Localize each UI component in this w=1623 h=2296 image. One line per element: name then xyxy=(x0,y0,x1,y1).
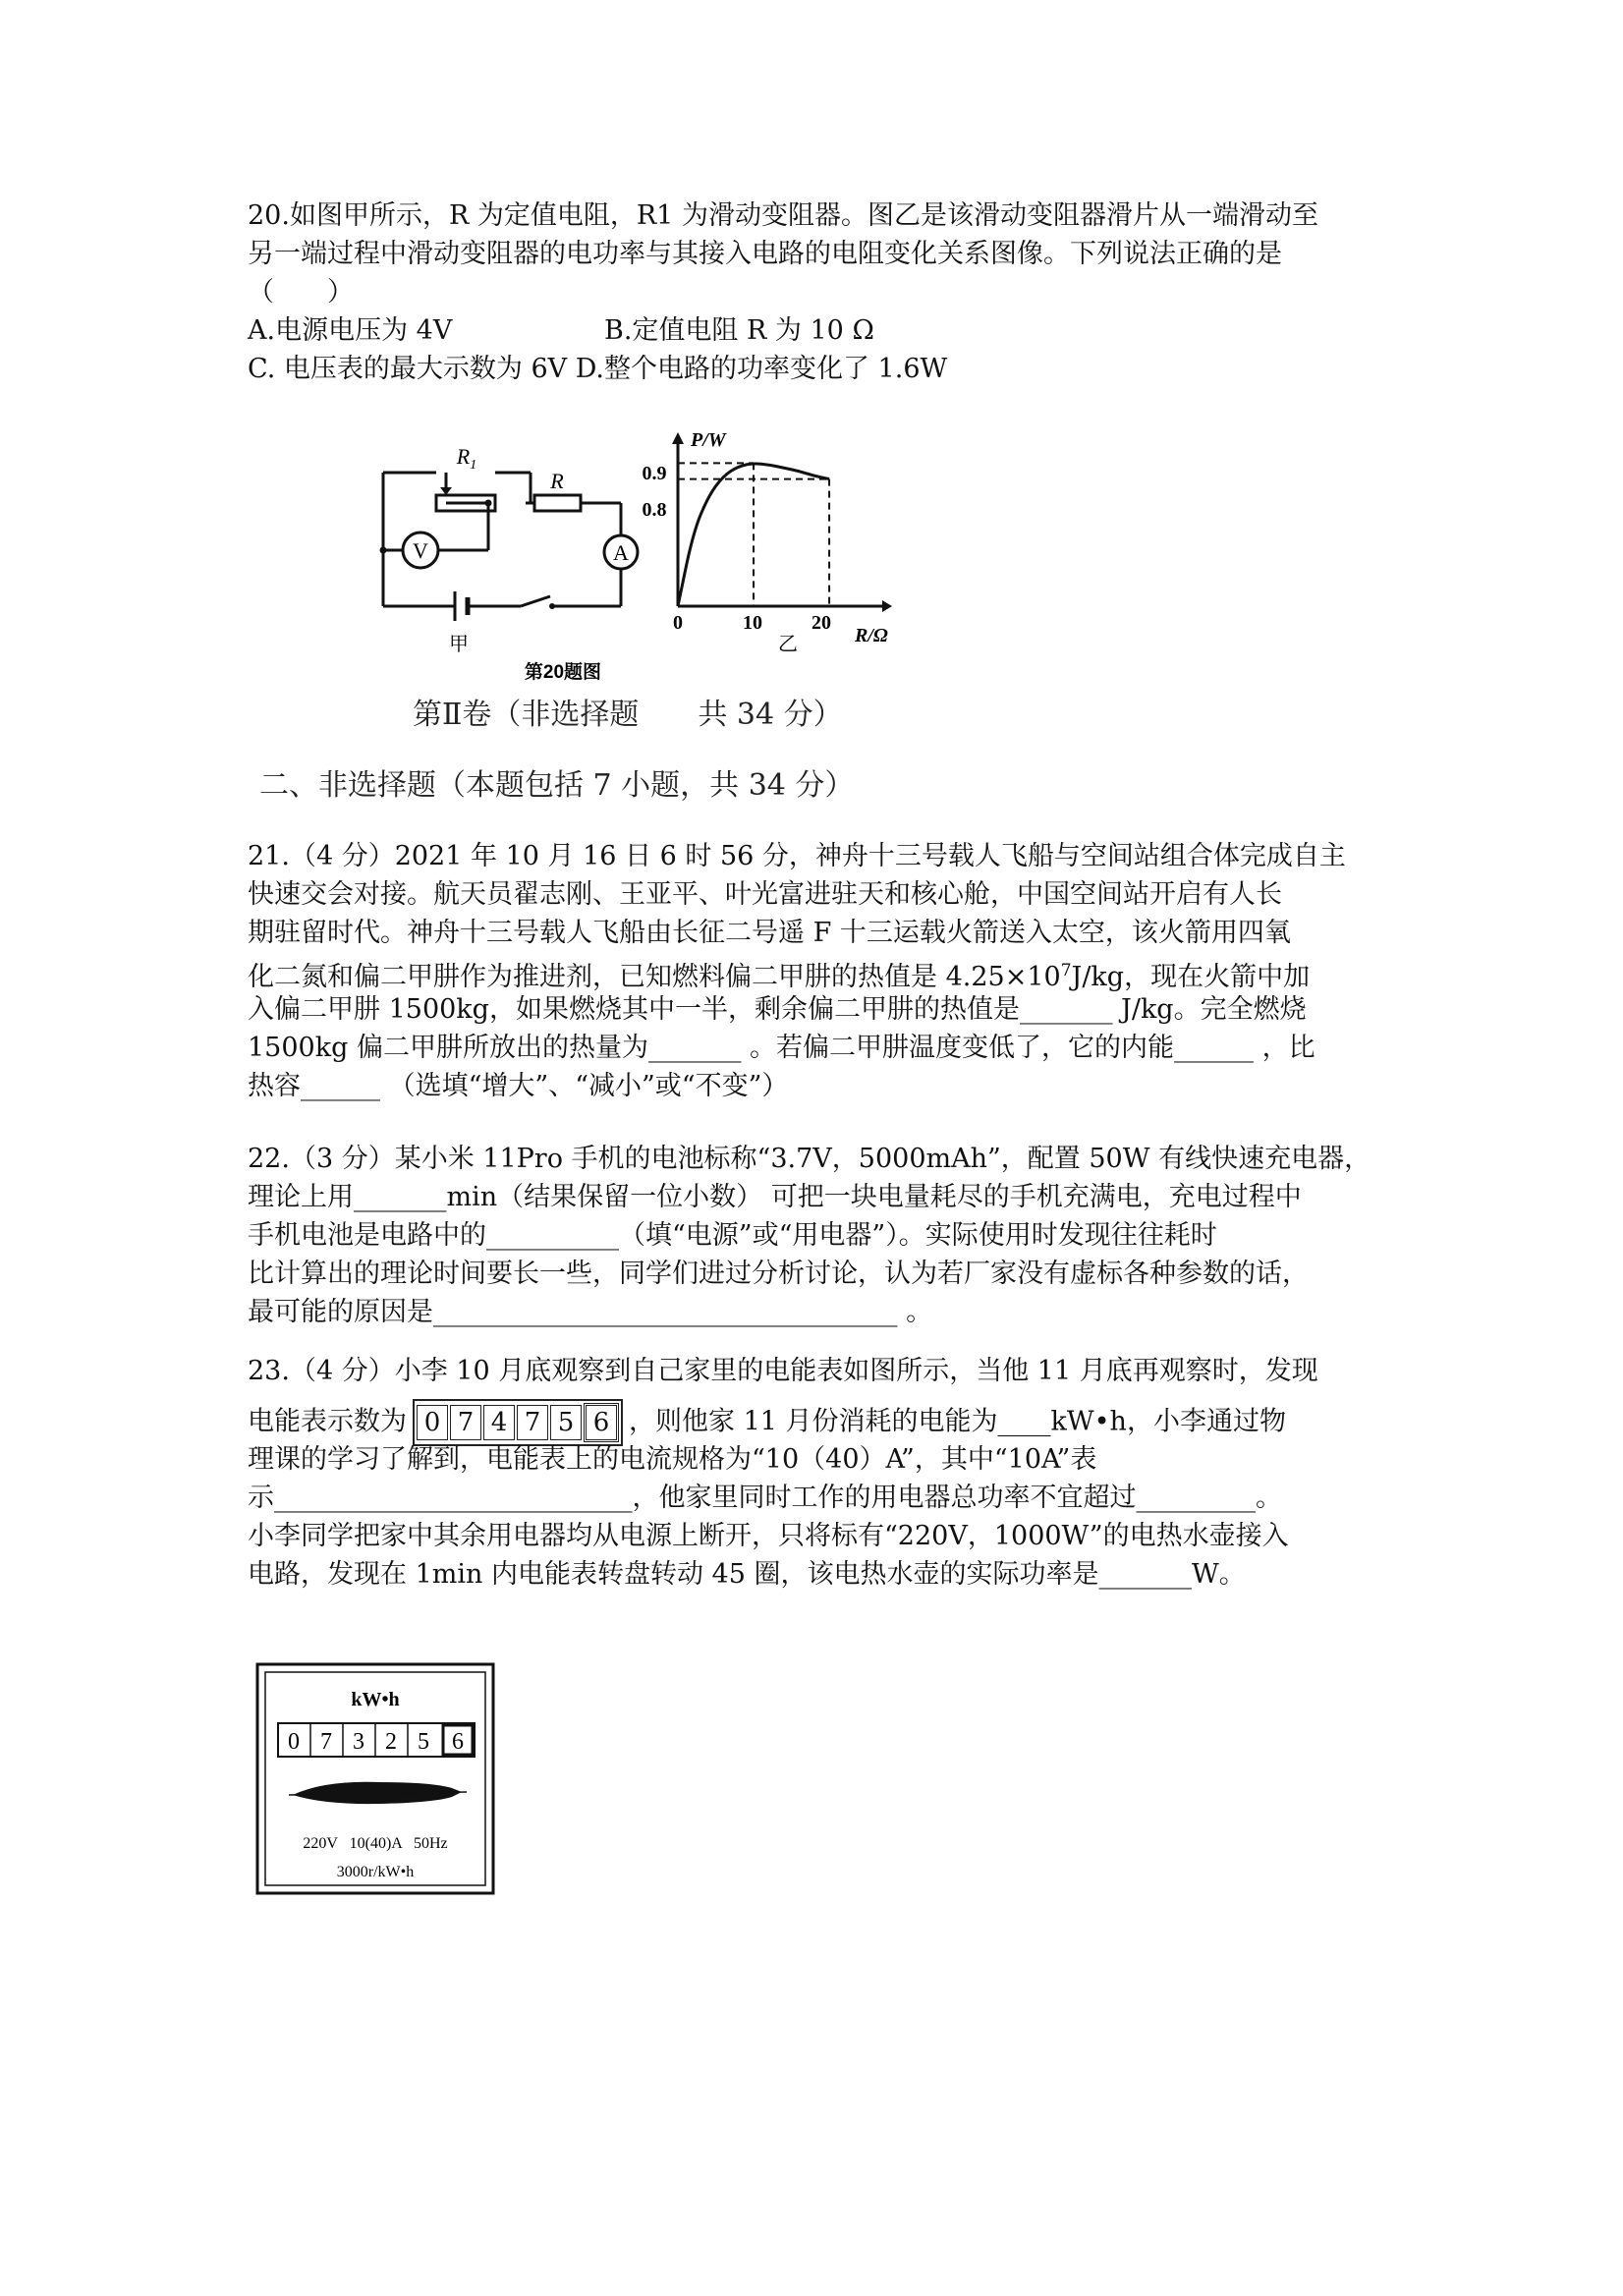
meter-spec-label: 220V 10(40)A 50Hz xyxy=(303,1835,448,1852)
q22-line-4: 比计算出的理论时间要长一些，同学们进过分析讨论，认为若厂家没有虚标各种参数的话， xyxy=(248,1259,1309,1289)
meter-digit: 0 xyxy=(288,1729,300,1755)
meter-digit: 6 xyxy=(452,1729,464,1755)
ammeter-label: A xyxy=(613,540,629,565)
q21-line-6: 1500kg 偏二甲肼所放出的热量为_______ 。若偏二甲肼温度变低了，它的内能______ ，比 xyxy=(248,1033,1315,1063)
y-tick-label: 0.9 xyxy=(642,463,667,484)
q20-option-b: B.定值电阻 R 为 10 Ω xyxy=(604,315,874,346)
r1-label: $R_1$ xyxy=(456,444,477,473)
x-axis-label: R/Ω xyxy=(855,625,888,646)
x-tick-label: 10 xyxy=(743,612,762,634)
meter-digit: 0 xyxy=(417,1405,448,1440)
q22-line-1: 22.（3 分）某小米 11Pro 手机的电池标称“3.7V，5000mAh”，配置 50W 有线快速充电器， xyxy=(248,1144,1371,1174)
r-label: R xyxy=(550,469,564,493)
meter-unit-label: kW•h xyxy=(351,1689,400,1710)
q20-line-3: （ ） xyxy=(248,277,354,308)
q21-line-1: 21.（4 分）2021 年 10 月 16 日 6 时 56 分，神舟十三号载人飞船与空间站组合体完成自主 xyxy=(248,841,1346,871)
x-axis-arrow-icon xyxy=(882,600,892,612)
q21-line-2: 快速交会对接。航天员翟志刚、王亚平、叶光富进驻天和核心舱，中国空间站开启有人长 xyxy=(248,879,1282,910)
q23-line-3: 理课的学习了解到，电能表上的电流规格为“10（40）A”，其中“10A”表 xyxy=(248,1444,1097,1475)
q23-line-2: 电能表示数为 0 7 4 7 5 6 ，则他家 11 月份消耗的电能为____kW•h，小李通过物 xyxy=(248,1399,1286,1446)
q20-option-a: A.电源电压为 4V xyxy=(248,315,453,346)
q23-line-1: 23.（4 分）小李 10 月底观察到自己家里的电能表如图所示，当他 11 月底再观察时，发现 xyxy=(248,1356,1318,1386)
meter-digit: 3 xyxy=(353,1729,364,1755)
meter-digit: 7 xyxy=(517,1405,548,1440)
meter-rev-label: 3000r/kW•h xyxy=(336,1864,415,1880)
meter-digit: 7 xyxy=(320,1729,332,1755)
q21-line-5: 入偏二甲肼 1500kg，如果燃烧其中一半，剩余偏二甲肼的热值是_______ J/kg。完全燃烧 xyxy=(248,994,1307,1025)
q22-line-2: 理论上用_______min（结果保留一位小数） 可把一块电量耗尽的手机充满电，充电过程中 xyxy=(248,1182,1302,1212)
q20-option-cd: C. 电压表的最大示数为 6V D.整个电路的功率变化了 1.6W xyxy=(248,354,948,384)
x-tick-label: 0 xyxy=(673,612,683,634)
q23-line-6: 电路，发现在 1min 内电能表转盘转动 45 圈，该电热水壶的实际功率是_______W。 xyxy=(248,1559,1246,1590)
meter-digit: 7 xyxy=(450,1405,481,1440)
meter-reading-box xyxy=(413,1399,623,1446)
figure-20 xyxy=(364,422,914,688)
yi-label: 乙 xyxy=(778,634,798,655)
y-axis-arrow-icon xyxy=(672,432,684,444)
switch-contact xyxy=(549,603,555,609)
voltmeter-label: V xyxy=(413,538,428,563)
meter-digit: 6 xyxy=(584,1403,619,1442)
y-tick-label: 0.8 xyxy=(642,499,667,521)
q20-line-2: 另一端过程中滑动变阻器的电功率与其接入电路的电阻变化关系图像。下列说法正确的是 xyxy=(248,239,1282,269)
meter-digit: 5 xyxy=(550,1405,582,1440)
q23-line-5: 小李同学把家中其余用电器均从电源上断开，只将标有“220V，1000W”的电热水壶接入 xyxy=(248,1521,1289,1551)
junction-dot xyxy=(485,500,492,507)
y-axis-label: P/W xyxy=(691,429,726,451)
power-resistance-chart xyxy=(643,429,893,655)
q21-line-7: 热容______ （选填“增大”、“减小”或“不变”） xyxy=(248,1071,789,1101)
x-tick-label: 20 xyxy=(812,612,831,634)
electric-meter-figure xyxy=(255,1662,501,1898)
part-2-title: 第Ⅱ卷（非选择题 共 34 分） xyxy=(413,698,843,732)
figure-caption: 第20题图 xyxy=(524,662,602,683)
q21-line-3: 期驻留时代。神舟十三号载人飞船由长征二号遥 F 十三运载火箭送入太空，该火箭用四氧 xyxy=(248,918,1291,948)
q23-line-4: 示___________________________，他家里同时工作的用电器总功率不宜超过_________。 xyxy=(248,1483,1282,1513)
section-2-title: 二、非选择题（本题包括 7 小题，共 34 分） xyxy=(259,768,855,803)
junction-dot xyxy=(380,547,387,554)
meter-digit: 4 xyxy=(483,1405,515,1440)
q22-line-3: 手机电池是电路中的__________（填“电源”或“用电器”）。实际使用时发现往往耗时 xyxy=(248,1220,1217,1251)
meter-digit: 2 xyxy=(385,1729,397,1755)
q21-line-4: 化二氮和偏二甲肼作为推进剂，已知燃料偏二甲肼的热值是 $4.25\times 10^7J/kg$，现在火箭中加 xyxy=(248,961,1311,992)
meter-counter xyxy=(278,1723,475,1757)
q22-line-5: 最可能的原因是___________________________________ 。 xyxy=(248,1297,933,1327)
jia-label: 甲 xyxy=(449,634,469,655)
meter-digit: 5 xyxy=(418,1729,429,1755)
q20-line-1: 20.如图甲所示，R 为定值电阻，R1 为滑动变阻器。图乙是该滑动变阻器滑片从一端滑动至 xyxy=(248,200,1318,231)
